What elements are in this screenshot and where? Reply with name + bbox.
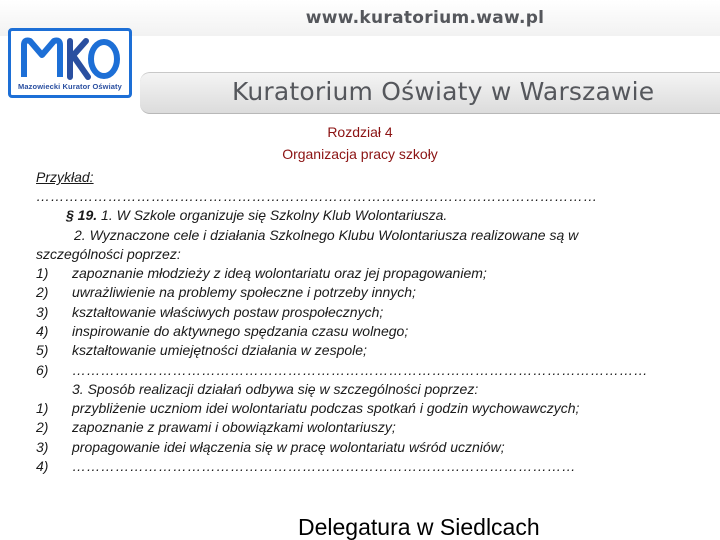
list-item-text: ……………………………………………………………………………………………: [72, 457, 576, 474]
list-item-text: …………………………………………………………………………………………………………: [72, 361, 648, 378]
list-item-text: inspirowanie do aktywnego spędzania czasu wolnego;: [72, 322, 409, 339]
footer: [0, 514, 720, 540]
list-item-number: 3): [36, 303, 49, 320]
logo-caption: Mazowiecki Kurator Oświaty: [18, 82, 122, 91]
footer-text: Delegatura w Siedlcach: [298, 514, 540, 540]
list-item-text: kształtowanie umiejętności działania w zespole;: [72, 342, 367, 359]
list-item-text: propagowanie idei włączenia się w pracę wolontariatu wśród uczniów;: [72, 438, 505, 455]
list-item-text: kształtowanie właściwych postaw prospołecznych;: [72, 303, 384, 320]
paragraph-19: [66, 206, 447, 225]
site-url: www.kuratorium.waw.pl: [305, 8, 545, 28]
banner-title: Kuratorium Oświaty w Warszawie: [232, 77, 655, 106]
mko-logo-mark: [18, 35, 122, 81]
chapter-heading: Rozdział 4: [327, 124, 393, 140]
paragraph-point-3: 3. Sposób realizacji działań odbywa się w szczególności poprzez:: [72, 381, 479, 397]
list-item-number: 5): [36, 342, 49, 359]
list-item-number: 1): [36, 265, 49, 281]
list-item-text: przybliżenie uczniom idei wolontariatu podczas spotkań i godzin wychowawczych;: [72, 400, 580, 416]
list-item-number: 4): [36, 457, 49, 474]
mko-logo: [8, 28, 132, 98]
paragraph-sign: § 19.: [66, 207, 98, 223]
list-item-number: 6): [36, 361, 49, 378]
document-body: [36, 168, 686, 488]
dots-line: ………………………………………………………………………………………………………: [36, 188, 598, 204]
list-item-number: 2): [36, 284, 49, 301]
example-label: Przykład:: [36, 169, 94, 185]
list-item-number: 4): [36, 322, 49, 339]
paragraph-point-1: 1. W Szkole organizuje się Szkolny Klub Wolontariusza.: [101, 207, 448, 223]
list-item-number: 3): [36, 438, 49, 455]
list-item-text: zapoznanie z prawami i obowiązkami wolontariuszy;: [72, 419, 396, 436]
list-item-text: uwrażliwienie na problemy społeczne i potrzeby innych;: [72, 284, 416, 301]
header-banner: [140, 72, 720, 114]
paragraph-point-2-cont: szczególności poprzez:: [36, 246, 181, 262]
list-item-number: 1): [36, 400, 49, 416]
list-item-number: 2): [36, 419, 49, 436]
chapter-title: Organizacja pracy szkoły: [282, 146, 438, 162]
list-item-text: zapoznanie młodzieży z ideą wolontariatu oraz jej propagowaniem;: [72, 265, 487, 281]
paragraph-point-2: 2. Wyznaczone cele i działania Szkolnego Klubu Wolontariusza realizowane są w: [74, 227, 579, 243]
